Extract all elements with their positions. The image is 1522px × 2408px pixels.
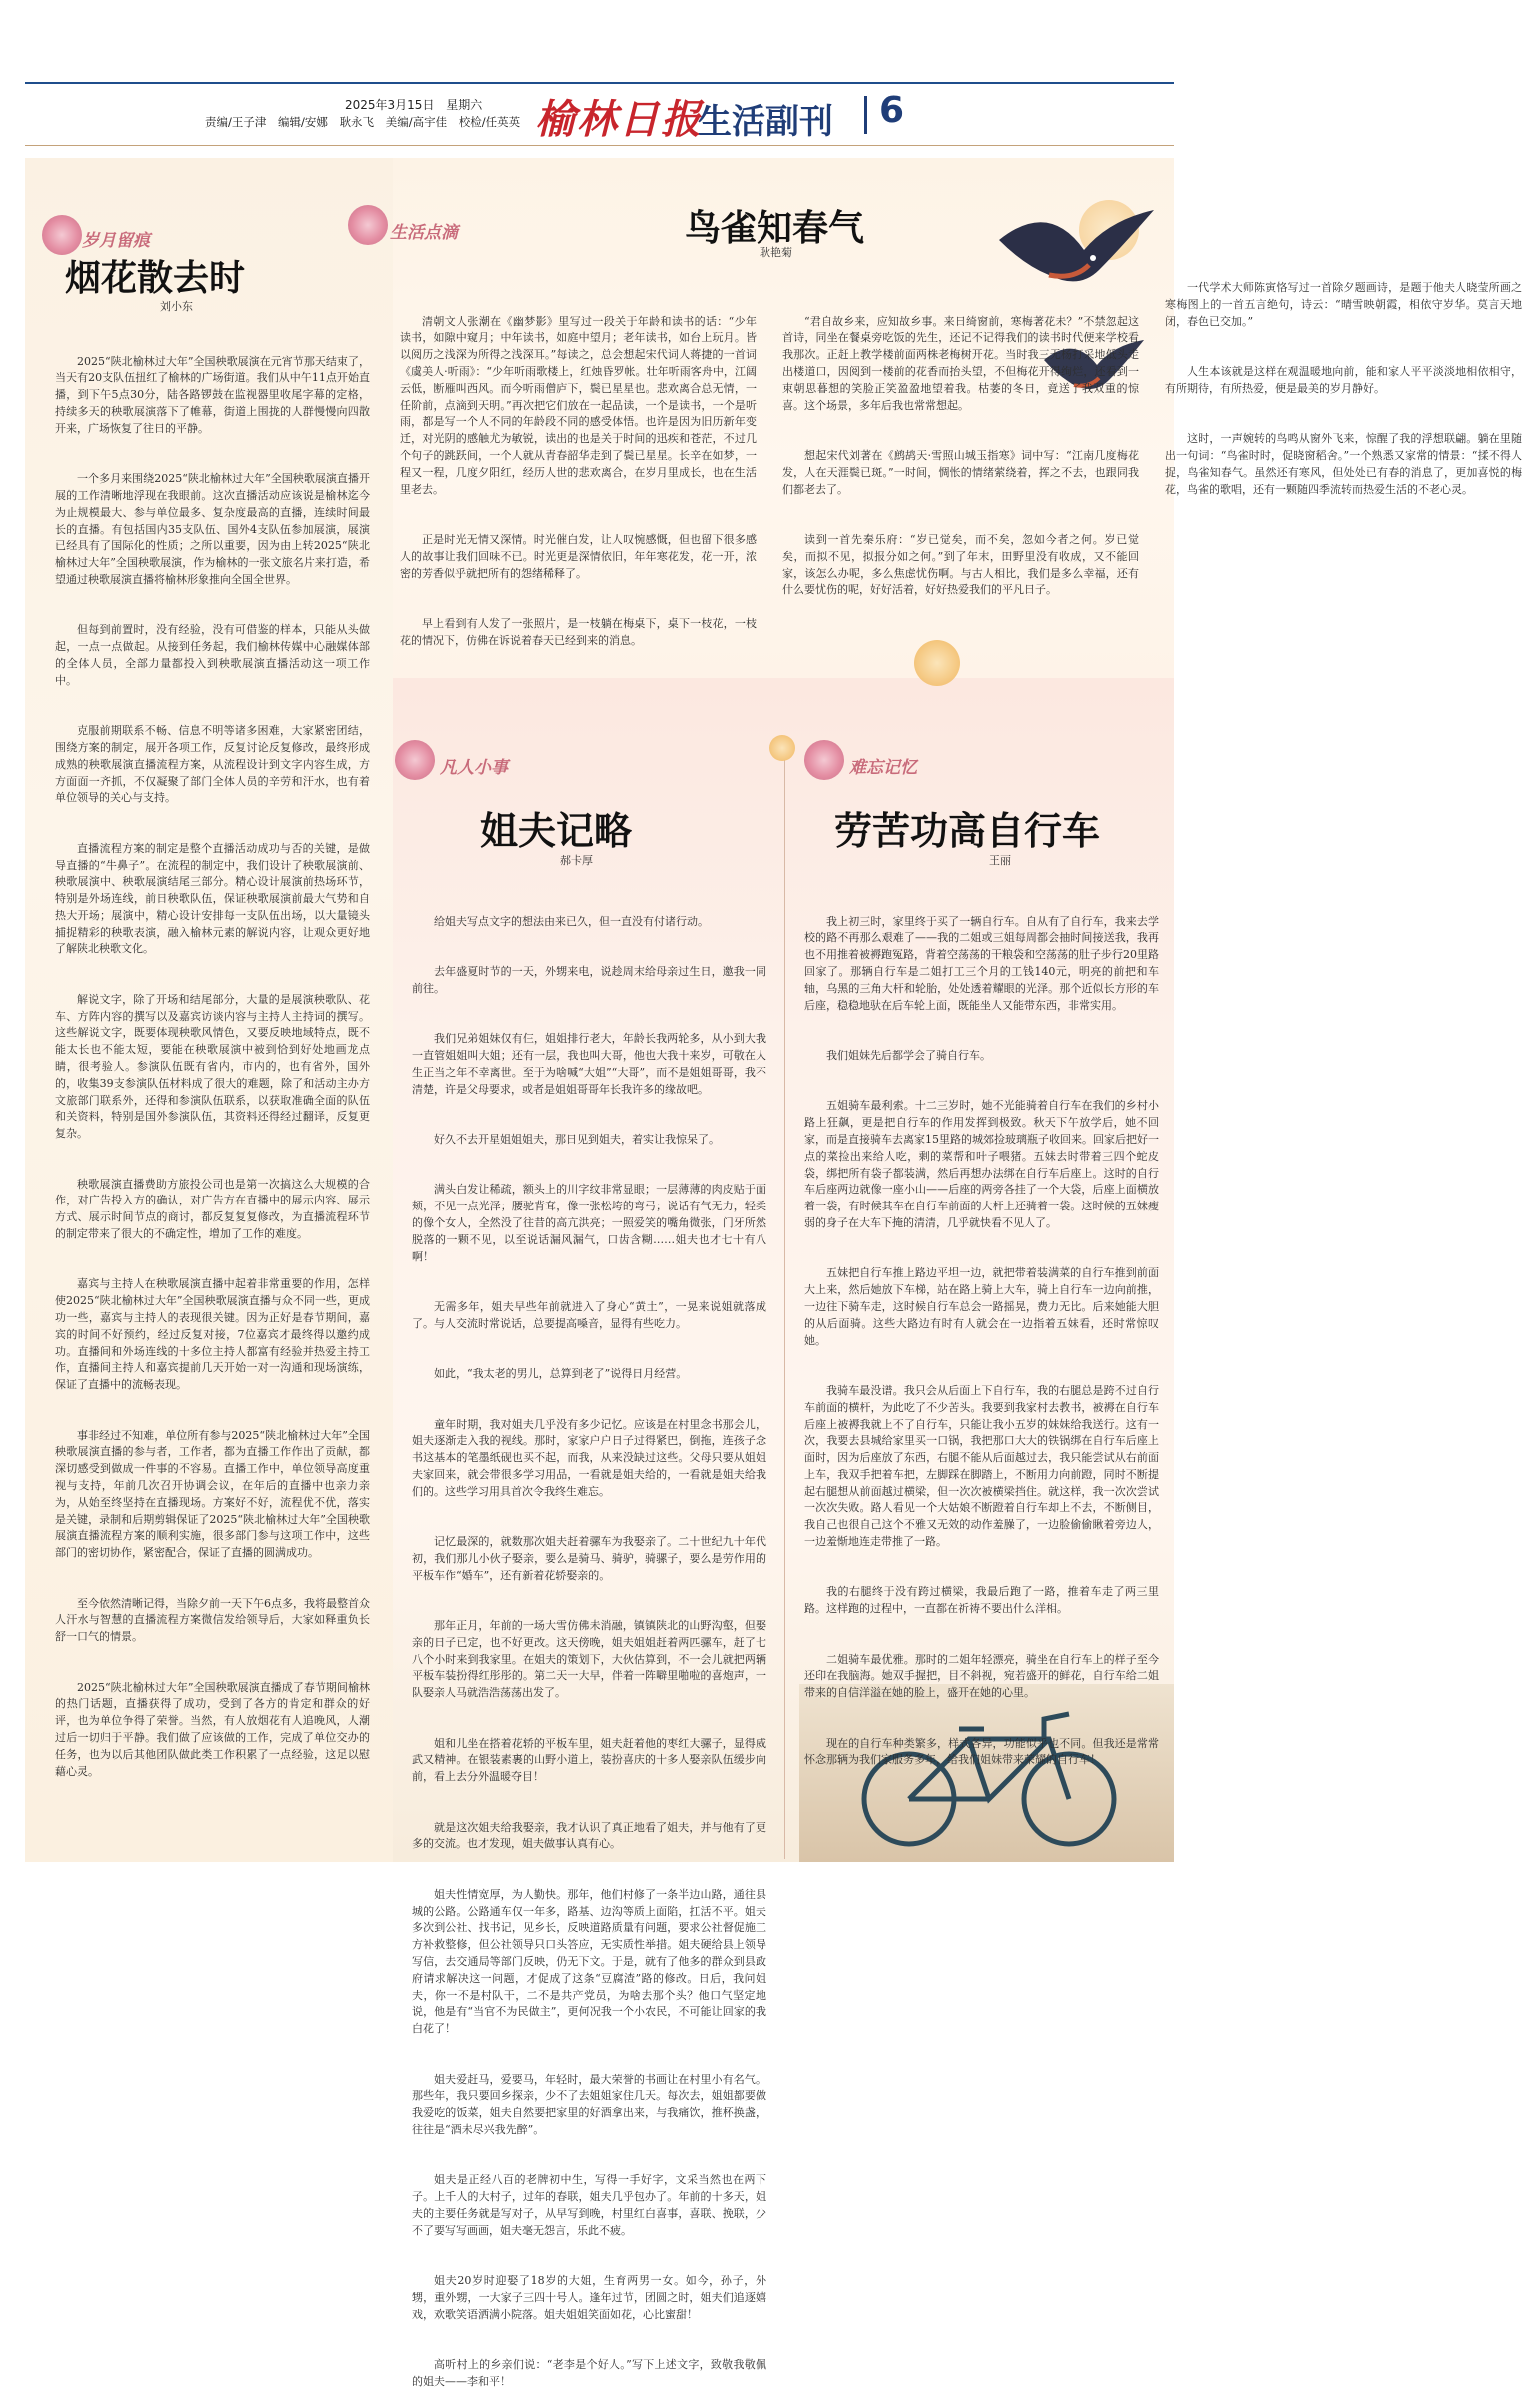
paragraph: 满头白发让稀疏，额头上的川字纹非常显眼；一层薄薄的肉皮贴于面颊，不见一点光泽；腰驼背耷，像一张松垮的弯弓；说话有气无力，轻柔的像个女人，全然没了往昔的高亢洪亮；一照爱笑的嘴角微张，门牙所然脱落的一颗不见，以至说话漏风漏气，口齿含糊……姐夫也才七十有八啊！ (412, 1183, 766, 1263)
article-author: 王丽 (989, 854, 1011, 867)
paragraph: 记忆最深的，就数那次姐夫赶着骡车为我娶亲了。二十世纪九十年代初，我们那儿小伙子娶亲，要么是骑马、骑驴，骑骡子，要么是劳作用的平板车作“婚车”，还有新着花轿娶亲的。 (412, 1535, 766, 1582)
flower-icon (42, 215, 82, 255)
flower-icon (804, 740, 844, 780)
paragraph: 秧歌展演直播费助方旅投公司也是第一次搞这么大规模的合作，对广告投入方的确认，对广告方在直播中的展示内容、展示方式、展示时间节点的商讨，都反复复复修改，为直播流程环节的制定带来了很大的不确定性，增加了工作的难度。 (55, 1177, 370, 1241)
paragraph: 直播流程方案的制定是整个直播活动成功与否的关键，是做导直播的“牛鼻子”。在流程的制定中，我们设计了秧歌展演前、秧歌展演中、秧歌展演结尾三部分。精心设计展演前热场环节，特别是外场连线，前日秧歌队伍，保证秧歌展演前最大气势和自热大开场；展演中，精心设计安排每一支队伍出场，以大量镜头捕捉精彩的秧歌表演，融入榆林元素的解说内容，让观众更好地了解陕北秧歌文化。 (55, 841, 370, 956)
paragraph: 解说文字，除了开场和结尾部分，大量的是展演秧歌队、花车、方阵内容的撰写以及嘉宾访谈内容与主持人主持词的撰写。这些解说文字，既要体现秧歌风情色，又要反映地域特点，既不能太长也不能太短，要能在秧歌展演中被到恰到好处地画龙点睛，很考验人。参演队伍既有省内，市内的，也有省外，国外的，收集39支参演队伍材料成了很大的难题，除了和活动主办方文旅部门联系外，还得和参演队伍联系，以获取准确全面的队伍和关资料，特别是国外参演队伍，其资料还得经过翻译，反复更复杂。 (55, 992, 370, 1141)
paragraph: 我上初三时，家里终于买了一辆自行车。自从有了自行车，我来去学校的路不再那么艰难了——我的二姐或三姐每周都会抽时间接送我，我再也不用推着被褥跑冤路，背着空荡荡的干粮袋和空荡荡的肚子步行20里路回家了。那辆自行车是二姐打工三个月的工钱140元，明亮的前把和车轴，乌黑的三角大杆和轮胎，处处透着耀眼的光泽。那个近似长方形的车后座，稳稳地驮在后车轮上面，既能坐人又能带东西，非常实用。 (804, 914, 1159, 1012)
paragraph: 克服前期联系不畅、信息不明等诸多困难，大家紧密团结，围绕方案的制定，展开各项工作，反复讨论反复修改，最终形成成熟的秧歌展演直播流程方案，从流程设计到文字内容生成，方方面面一齐抓，不仅凝聚了部门全体人员的辛劳和汗水，也有着单位领导的关心与支持。 (55, 724, 370, 805)
paragraph: 一代学术大师陈寅恪写过一首除夕题画诗，是题于他夫人晓莹所画之寒梅图上的一首五言绝句，诗云：“晴雪映朝霞，相依守岁华。莫言天地闭，春色已交加。” (1165, 281, 1522, 328)
top-rule (25, 82, 1174, 84)
column-tag: 难忘记忆 (849, 758, 917, 778)
paragraph: 我们兄弟姐妹仅有仨，姐姐排行老大，年龄长我两轮多，从小到大我一直管姐姐叫大姐；还有一层，我也叫大哥，他也大我十来岁，可敬在人生正当之年不幸离世。至于为啥喊“大姐”“大哥”，而不是姐姐哥哥，我不清楚，许是父母要求，或者是姐姐哥哥年长我许多的缘故吧。 (412, 1032, 766, 1096)
paragraph: 人生本该就是这样在观温暖地向前，能和家人平平淡淡地相依相守，有所期待，有所热爱，便是最美的岁月静好。 (1165, 364, 1522, 395)
flower-icon (395, 740, 435, 780)
article-body (412, 880, 766, 2388)
editor-credit: 校检/任英英 (458, 115, 521, 129)
editor-credit: 编辑/安娜 (278, 115, 328, 129)
paragraph: 好久不去开星姐姐姐夫，那日见到姐夫，着实让我惊呆了。 (434, 1132, 720, 1146)
article-body (804, 880, 1159, 1767)
column-tag: 生活点滴 (390, 223, 458, 243)
issue-date (345, 96, 490, 113)
article-body (55, 320, 370, 1849)
article-title: 鸟雀知春气 (685, 208, 865, 249)
paragraph: “君自故乡来，应知故乡事。来日绮窗前，寒梅著花未？”不禁忽起这首诗，同坐在餐桌旁吃饭的先生，还记不记得我们的读书时代便来学校看我那次。正赶上教学楼前面两株老梅树开花。当时我三无杨打采地低头走出楼道口，因阅到一楼前的花香而抬头望，不但梅花开得绚烂，还看到一束朝思暮想的笑脸正笑盈盈地望着我。枯萎的冬日，竟送了我双重的惊喜。这个场景，多年后我也常常想起。 (782, 314, 1139, 412)
article-author: 刘小东 (160, 300, 193, 313)
paragraph: 就是这次姐夫给我娶亲，我才认识了真正地看了姐夫，并与他有了更多的交流。也才发现，姐夫做事认真有心。 (412, 1820, 766, 1851)
paragraph: 我的右腿终于没有跨过横梁，我最后跑了一路，推着车走了两三里路。这样跑的过程中，一直都在祈祷不要出什么洋相。 (804, 1585, 1159, 1616)
paragraph: 这时，一声婉转的鸟鸣从窗外飞来，惊醒了我的浮想联翩。躺在里随出一句词：“鸟雀时时，促晓窗稻舍。”一个熟悉又家常的情景：“揉不得人捉，鸟雀知春气。虽然还有寒风，但处处已有春的消息了，更加喜悦的梅花，鸟雀的歌唱，还有一颗随四季流转而热爱生活的不老心灵。 (1165, 432, 1522, 496)
paragraph: 早上看到有人发了一张照片，是一枝躺在梅桌下，桌下一枝花，一枝花的情况下，仿佛在诉说着春天已经到来的消息。 (400, 616, 757, 647)
section-title: 生活副刊 (698, 102, 833, 142)
paragraph: 我骑车最没谱。我只会从后面上下自行车，我的右腿总是跨不过自行车前面的横杆，为此吃了不少苦头。我要到我家村去教书，被褥在自行车后座上被褥我就上不了自行车，只能让我小五岁的妹妹给我送行。这有一次，我要去县城给家里买一口锅，我把那口大大的铁锅绑在自行车后座上面时，因为后座放了东西，右腿不能从后面越过去，我只能尝试从右前面上车，我双手把着车把，左脚踩在脚踏上，不断用力向前蹬，同时不断提起右腿想从前面越过横梁，但一次次被横梁挡住。就这样，我一次次尝试一次次失败。路人看见一个大姑娘不断蹬着自行车却上不去，不断侧目，我自己也很自己这个不雅又无效的动作羞臊了，一边脸偷偷瞅着旁边人，一边羞惭地连走带推了一路。 (804, 1383, 1159, 1549)
yellow-flower-icon (769, 735, 795, 761)
paragraph: 姐和儿坐在搭着花轿的平板车里，姐夫赶着他的枣红大骡子，显得威武又精神。在银装素裹的山野小道上，装扮喜庆的十多人娶亲队伍缓步向前，看上去分外温暖夺目！ (412, 1736, 766, 1784)
editor-credit: 美编/高宇佳 (385, 115, 448, 129)
article-author: 郝卡厚 (560, 854, 593, 867)
paragraph: 姐夫性情宽厚，为人勤快。那年，他们村修了一条半边山路，通往县城的公路。公路通车仅一年多，路基、边沟等质上面陷，扛活不平。姐夫多次到公社、找书记，见乡长，反映道路质量有问题，要求公社督促施工方补救整修，但公社领导只口头答应，无实质性举措。姐夫硬给县上领导写信，去交通局等部门反映，仍无下文。于是，就有了他多的群众到县政府请求解决这一问题，才促成了这条“豆腐渣”路的修改。日后，我问姐夫，你一不是村队干，二不是共产党员，为啥去那个头？他口气坚定地说，他是有“当官不为民做主”，更何况我一个小农民，不可能让回家的我白花了！ (412, 1887, 766, 2036)
paragraph: 五妹把自行车推上路边平坦一边，就把带着装满菜的自行车推到前面大上来，然后她放下车梯，站在路上骑上大车，骑上自行车一边向前推，一边往下骑车走，这时候自行车总会一路摇晃，费力无比。后来她能大胆的从后面骑。这些大路边有时有人就会在一边指着五妹看，还时常惊叹她。 (804, 1266, 1159, 1347)
paragraph: 姐夫是正经八百的老牌初中生，写得一手好字，文采当然也在两下子。上千人的大村子，过年的春联，姐夫几乎包办了。年前的十多天，姐夫的主要任务就是写对子，从早写到晚，村里红白喜事，喜联、挽联，少不了要写写画画，姐夫毫无怨言，乐此不疲。 (412, 2173, 766, 2237)
column-tag: 岁月留痕 (82, 231, 150, 251)
paragraph: 去年盛夏时节的一天，外甥来电，说趁周末给母亲过生日，邀我一同前往。 (412, 964, 766, 995)
paragraph: 但每到前置时，没有经验，没有可借鉴的样本，只能从头做起，一点一点做起。从接到任务起，我们榆林传媒中心融媒体部的全体人员，全部力量都投入到秧歌展演直播活动这一项工作中。 (55, 623, 370, 687)
page-number: 6 (879, 90, 905, 131)
paragraph: 姐夫爱赶马，爱要马，年轻时，最大荣誉的书画让在村里小有名气。那些年，我只要回乡探亲，少不了去姐姐家住几天。每次去，姐姐都要做我爱吃的饭菜，姐夫自然要把家里的好酒拿出来，与我痛饮，推杯换盏，往往是“酒未尽兴我先醉”。 (412, 2072, 766, 2136)
paragraph: 现在的自行车种类繁多，样式各异，功能似乎也不同。但我还是常常怀念那辆为我们家服务多年，给我们姐妹带来荣耀的自行车！ (804, 1736, 1159, 1767)
header-rule (25, 145, 1174, 146)
paragraph: 清朝文人张潮在《幽梦影》里写过一段关于年龄和读书的话：“少年读书，如隙中窥月；中年读书，如庭中望月；老年读书，如台上玩月。皆以阅历之浅深为所得之浅深耳。”每读之，总会想起宋代词人蒋捷的一首词《虞美人·听雨》：“少年听雨歌楼上，红烛昏罗帐。壮年听雨客舟中，江阔云低，断雁叫西风。而今听雨僧庐下，鬓已星星也。悲欢离合总无情，一任阶前，点滴到天明。”再次把它们放在一起品读，一个是读书，一个是听雨，都是写一个人不同的年龄段不同的感受体悟。也许是因为旧历新年变迁，对光阴的感触尤为敏锐，读出的也是关于时间的迅疾和苍茫，不过几个句子的跳跃间，一个人就从青春韶华走到了鬓已星星。长辛在如梦，一程又一程，几度夕阳红，经历人世的悲欢离合，在岁月里成长，也在生活里老去。 (400, 314, 757, 496)
article-author: 耿艳菊 (760, 246, 792, 259)
paragraph: 想起宋代刘著在《鹧鸪天·雪照山城玉指寒》词中写：“江南几度梅花发，人在天涯鬓已斑。”一时间，惆怅的情绪萦绕着，挥之不去，也跟同我们都老去了。 (782, 448, 1139, 496)
paragraph: 我们姐妹先后都学会了骑自行车。 (826, 1048, 991, 1062)
page-separator (864, 96, 867, 134)
weekday-text: 星期六 (446, 98, 483, 112)
column-tag: 凡人小事 (440, 758, 508, 778)
article-title: 烟花散去时 (65, 258, 246, 299)
newspaper-logo: 榆林日报 (535, 96, 703, 143)
date-text: 2025年3月15日 (345, 98, 435, 112)
paragraph: 高听村上的乡亲们说：“老李是个好人。”写下上述文字，致敬我敬佩的姐夫——李和平！ (412, 2358, 766, 2388)
paragraph: 姐夫20岁时迎娶了18岁的大姐，生育两男一女。如今，孙子，外甥，重外甥，一大家子三四十号人。逢年过节，团圆之时，姐夫们追逐嬉戏，欢歌笑语洒满小院落。姐夫姐姐笑面如花，心比蜜甜！ (412, 2274, 766, 2321)
paragraph: 事非经过不知难，单位所有参与2025“陕北榆林过大年”全国秧歌展演直播的参与者，工作者，都为直播工作作出了贡献，都深切感受到做成一件事的不容易。直播工作中，单位领导高度重视与支持，年前几次召开协调会议，在年后的直播中也亲力亲为，从始至终坚持在直播现场。方案好不好，流程优不优，落实是关键，录制和后期剪辑保证了2025“陕北榆林过大年”全国秧歌展演直播流程方案的顺利实施，很多部门参与这项工作中，这些部门的密切协作，紧密配合，保证了直播的圆满成功。 (55, 1428, 370, 1560)
editor-credits (205, 114, 528, 130)
paragraph: 如此，“我太老的男儿，总算到老了”说得日月经营。 (434, 1367, 688, 1381)
article-body (400, 280, 1522, 660)
paragraph: 2025“陕北榆林过大年”全国秧歌展演直播成了春节期间榆林的热门话题，直播获得了成功，受到了各方的肯定和群众的好评，也为单位争得了荣誉。当然，有人放烟花有人追晚风，人潮过后一切归于平静。我们做了应该做的工作，完成了单位交办的任务，也为以后其他团队做此类工作积累了一点经验，这足以慰藉心灵。 (55, 1680, 370, 1778)
paragraph: 至今依然清晰记得，当除夕前一天下午6点多，我将最整首众人汗水与智慧的直播流程方案微信发给领导后，大家如释重负长舒一口气的情景。 (55, 1596, 370, 1644)
paragraph: 无需多年，姐夫早些年前就进入了身心“黄土”，一晃来说姐就落成了。与人交流时常说话，总要提高嗓音，显得有些吃力。 (412, 1299, 766, 1330)
paragraph: 那年正月，年前的一场大雪仿佛未消融，镇镇陕北的山野沟壑，但娶亲的日子已定，也不好更改。这天傍晚，姐夫姐姐赶着两匹骡车，赶了七八个小时来到我家里。在姐夫的策划下，大伙估算到，不一会儿就把两辆平板车装扮得红彤彤的。第二天一大早，伴着一阵噼里啪啦的喜炮声，一队娶亲人马就浩浩荡荡出发了。 (412, 1619, 766, 1700)
article-title: 劳苦功高自行车 (834, 809, 1101, 853)
paragraph: 嘉宾与主持人在秧歌展演直播中起着非常重要的作用，怎样使2025“陕北榆林过大年”全国秧歌展演直播与众不同一些，更成功一些，嘉宾与主持人的表现很关键。因为正好是春节期间，嘉宾的时间不好预约，经过反复对接，7位嘉宾才最终得以邀约成功。直播间和外场连线的十多位主持人都富有经验并热爱主持工作，直播间主持人和嘉宾提前几天开始一对一沟通和现场演练，保证了直播中的流畅表现。 (55, 1277, 370, 1392)
paragraph: 正是时光无情又深情。时光催白发，让人叹惋感慨，但也留下很多感人的故事让我们回味不已。时光更是深情依旧，年年寒花发，花一开，浓密的芳香似乎就把所有的怨绪稀释了。 (400, 532, 757, 580)
paragraph: 二姐骑车最优雅。那时的二姐年轻漂亮，骑坐在自行车上的样子至今还印在我脑海。她双手握把，目不斜视，宛若盛开的鲜花，自行车给二姐带来的自信洋溢在她的脸上，盛开在她的心里。 (804, 1652, 1159, 1700)
paragraph: 给姐夫写点文字的想法由来已久，但一直没有付诸行动。 (434, 914, 709, 928)
paragraph: 童年时期，我对姐夫几乎没有多少记忆。应该是在村里念书那会儿，姐夫逐渐走入我的视线。那时，家家户户日子过得紧巴，倒拖，连孩子念书这基本的笔墨纸砚也买不起，而我，从来没缺过这些。父母只要从姐姐夫家回来，就会带很多学习用品，一看就是姐夫给的，一看就是姐夫给我们的。这些学习用具首次令我终生难忘。 (412, 1417, 766, 1498)
paragraph: 五姐骑车最利索。十二三岁时，她不光能骑着自行车在我们的乡村小路上狂飙，更是把自行车的作用发挥到极致。秋天下午放学后，她不回家，而是直接骑车去离家15里路的城郊捡玻璃瓶子收回来。回家后把好一点的菜捡出来给人吃，剩的菜帮和叶子喂猪。五妹去时带着三四个蛇皮袋，绑把所有袋子都装满，然后再想办法绑在自行车后座上。这时的自行车后座两边就像一座小山——后座的两旁各挂了一个大袋，后座上面横放着一袋，有时候其车在自行车前面的大杆上还骑着一袋。这时候的五妹瘦弱的身子在大车下掩的清清，几乎就快看不见人了。 (804, 1099, 1159, 1229)
paragraph: 读到一首先秦乐府：“岁已觉矣，而不矣，忽如今者之何。岁已觉矣，而拟不见，拟报分如之何。”到了年末，田野里没有收成，又不能回家，该怎么办呢，多么焦虑忧伤啊。与古人相比，我们是多么幸福，还有什么要忧伤的呢，好好活着，好好热爱我们的平凡日子。 (782, 532, 1139, 597)
editor-credit: 责编/王子津 (205, 115, 267, 129)
paragraph: 一个多月来围绕2025“陕北榆林过大年”全国秧歌展演直播开展的工作清晰地浮现在我眼前。这次直播活动应该说是榆林迄今为止规模最大、参与单位最多、复杂度最高的直播，连续时间最长的直播。有包括国内35支队伍、国外4支队伍参加展演，展演已经具有了国际化的性质；之所以重要，因为由上转2025“陕北榆林过大年”全国秧歌展演，作为榆林的一张文旅名片来打造，希望通过秧歌展演直播将榆林形象推向全国全世界。 (55, 472, 370, 586)
article-title: 姐夫记略 (480, 809, 633, 853)
paragraph: 2025“陕北榆林过大年”全国秧歌展演在元宵节那天结束了，当天有20支队伍扭红了榆林的广场街道。我们从中午11点开始直播，到下午5点30分，陆各路锣鼓在监视器里收尾字幕的定格，持续多天的秧歌展演落下了帷幕，街道上围拢的人群慢慢向四散开来，广场恢复了往日的平静。 (55, 354, 370, 435)
flower-icon (348, 205, 388, 245)
column-divider (784, 760, 785, 1859)
editor-credit: 耿永飞 (339, 115, 375, 129)
